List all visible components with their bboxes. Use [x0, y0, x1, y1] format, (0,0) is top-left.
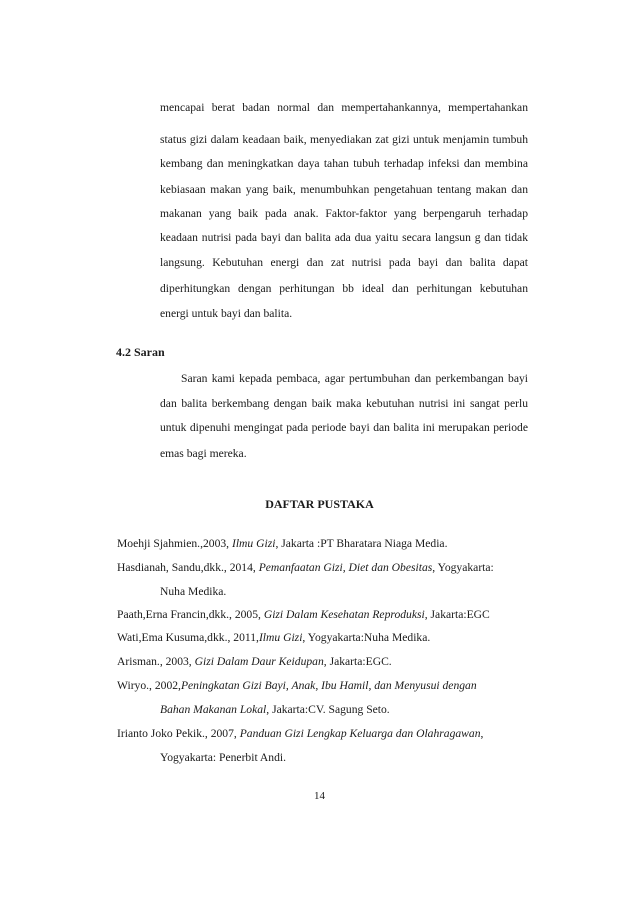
paragraph-line: keadaan nutrisi pada bayi dan balita ada dua yaitu secara langsun g dan tidak: [160, 231, 528, 244]
paragraph-line: mencapai berat badan normal dan mempertahankannya, mempertahankan: [160, 101, 528, 114]
reference-entry: Wiryo., 2002,Peningkatan Gizi Bayi, Anak, Ibu Hamil, dan Menyusui dengan: [117, 679, 477, 692]
paragraph-line: diperhitungkan dengan perhitungan bb ideal dan perhitungan kebutuhan: [160, 282, 528, 295]
paragraph-line: Saran kami kepada pembaca, agar pertumbuhan dan perkembangan bayi: [181, 372, 528, 385]
reference-entry: Paath,Erna Francin,dkk., 2005, Gizi Dalam Kesehatan Reproduksi, Jakarta:EGC: [117, 608, 490, 621]
reference-entry-continuation: Bahan Makanan Lokal, Jakarta:CV. Sagung Seto.: [160, 703, 390, 716]
paragraph-line: status gizi dalam keadaan baik, menyediakan zat gizi untuk menjamin tumbuh: [160, 133, 528, 146]
paragraph-line: emas bagi mereka.: [160, 447, 247, 460]
reference-entry: Arisman., 2003, Gizi Dalam Daur Keidupan, Jakarta:EGC.: [117, 655, 392, 668]
paragraph-line: langsung. Kebutuhan energi dan zat nutrisi pada bayi dan balita dapat: [160, 256, 528, 269]
paragraph-line: makanan yang baik pada anak. Faktor-faktor yang berpengaruh terhadap: [160, 207, 528, 220]
reference-entry-continuation: Yogyakarta: Penerbit Andi.: [160, 751, 287, 764]
paragraph-line: energi untuk bayi dan balita.: [160, 307, 293, 320]
reference-entry-continuation: Nuha Medika.: [160, 585, 227, 598]
reference-entry: Hasdianah, Sandu,dkk., 2014, Pemanfaatan Gizi, Diet dan Obesitas, Yogyakarta:: [117, 561, 494, 574]
reference-entry: Moehji Sjahmien.,2003, Ilmu Gizi, Jakarta :PT Bharatara Niaga Media.: [117, 537, 448, 550]
reference-entry: Wati,Ema Kusuma,dkk., 2011,Ilmu Gizi, Yogyakarta:Nuha Medika.: [117, 631, 431, 644]
paragraph-line: dan balita berkembang dengan baik maka kebutuhan nutrisi ini sangat perlu: [160, 397, 528, 410]
bibliography-heading: DAFTAR PUSTAKA: [265, 497, 374, 511]
paragraph-line: kembang dan meningkatkan daya tahan tubuh terhadap infeksi dan membina: [160, 157, 528, 170]
paragraph-line: kebiasaan makan yang baik, menumbuhkan pengetahuan tentang makan dan: [160, 183, 528, 196]
page-number: 14: [314, 790, 325, 802]
section-heading-saran: 4.2 Saran: [116, 345, 165, 359]
paragraph-line: untuk dipenuhi mengingat pada periode bayi dan balita ini merupakan periode: [160, 421, 528, 434]
reference-entry: Irianto Joko Pekik., 2007, Panduan Gizi Lengkap Keluarga dan Olahragawan,: [117, 727, 484, 740]
